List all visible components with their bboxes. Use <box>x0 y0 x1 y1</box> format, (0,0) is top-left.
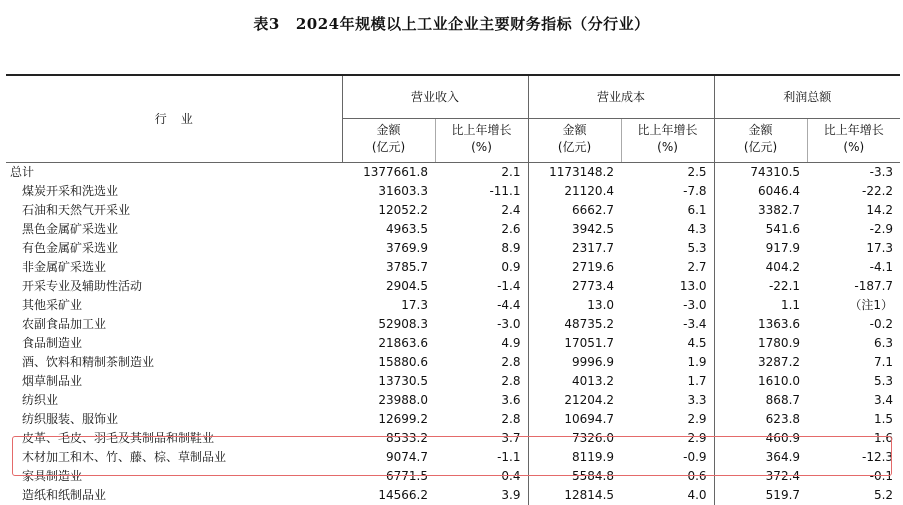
profit-growth-cell: 1.5 <box>807 410 900 429</box>
profit-amount-header: 金额 (亿元) <box>714 119 807 163</box>
profit-cell: 3382.7 <box>714 201 807 220</box>
revenue-growth-cell: 0.4 <box>435 467 528 486</box>
industry-cell: 总计 <box>6 163 342 183</box>
profit-cell: 372.4 <box>714 467 807 486</box>
cost-cell: 7326.0 <box>528 429 621 448</box>
cost-growth-cell: -0.9 <box>621 448 714 467</box>
profit-cell: 623.8 <box>714 410 807 429</box>
revenue-cell: 9074.7 <box>342 448 435 467</box>
revenue-cell: 8533.2 <box>342 429 435 448</box>
revenue-cell: 52908.3 <box>342 315 435 334</box>
revenue-growth-cell: 2.6 <box>435 220 528 239</box>
profit-growth-cell: -187.7 <box>807 277 900 296</box>
table-row <box>6 467 900 486</box>
revenue-cell: 1377661.8 <box>342 163 435 183</box>
cost-growth-cell: 4.5 <box>621 334 714 353</box>
revenue-cell: 12699.2 <box>342 410 435 429</box>
table-row <box>6 277 900 296</box>
cost-amount-header: 金额 (亿元) <box>528 119 621 163</box>
table-row <box>6 220 900 239</box>
profit-growth-cell: 3.4 <box>807 391 900 410</box>
industry-cell: 木材加工和木、竹、藤、棕、草制品业 <box>6 448 342 467</box>
revenue-cell: 6771.5 <box>342 467 435 486</box>
cost-growth-cell: 6.1 <box>621 201 714 220</box>
table-row <box>6 410 900 429</box>
revenue-growth-cell: 2.4 <box>435 201 528 220</box>
cost-cell: 12814.5 <box>528 486 621 505</box>
revenue-growth-cell: -1.4 <box>435 277 528 296</box>
industry-cell: 纺织业 <box>6 391 342 410</box>
cost-cell: 2719.6 <box>528 258 621 277</box>
profit-cell: 3287.2 <box>714 353 807 372</box>
table-row <box>6 334 900 353</box>
table-row <box>6 296 900 315</box>
revenue-growth-cell: 2.8 <box>435 353 528 372</box>
cost-growth-cell: 5.3 <box>621 239 714 258</box>
profit-growth-cell: -2.9 <box>807 220 900 239</box>
profit-growth-header: 比上年增长 (%) <box>807 119 900 163</box>
profit-growth-cell: 5.3 <box>807 372 900 391</box>
cost-group-header: 营业成本 <box>528 75 714 119</box>
table-row <box>6 353 900 372</box>
page-title <box>0 14 903 34</box>
revenue-cell: 17.3 <box>342 296 435 315</box>
revenue-group-header: 营业收入 <box>342 75 528 119</box>
cost-cell: 5584.8 <box>528 467 621 486</box>
profit-cell: 1610.0 <box>714 372 807 391</box>
revenue-cell: 4963.5 <box>342 220 435 239</box>
profit-cell: 364.9 <box>714 448 807 467</box>
industry-cell: 烟草制品业 <box>6 372 342 391</box>
cost-growth-cell: 3.3 <box>621 391 714 410</box>
industry-cell: 食品制造业 <box>6 334 342 353</box>
table-row <box>6 201 900 220</box>
industry-cell: 其他采矿业 <box>6 296 342 315</box>
cost-growth-cell: 2.5 <box>621 163 714 183</box>
cost-cell: 48735.2 <box>528 315 621 334</box>
profit-cell: 1780.9 <box>714 334 807 353</box>
table-row <box>6 448 900 467</box>
table-row <box>6 372 900 391</box>
industry-cell: 石油和天然气开采业 <box>6 201 342 220</box>
cost-growth-cell: 2.7 <box>621 258 714 277</box>
table-row <box>6 239 900 258</box>
cost-growth-cell: 4.0 <box>621 486 714 505</box>
industry-cell: 造纸和纸制品业 <box>6 486 342 505</box>
revenue-growth-cell: -3.0 <box>435 315 528 334</box>
industry-cell: 家具制造业 <box>6 467 342 486</box>
revenue-growth-cell: 2.8 <box>435 372 528 391</box>
revenue-amount-header: 金额 (亿元) <box>342 119 435 163</box>
industry-cell: 非金属矿采选业 <box>6 258 342 277</box>
revenue-growth-cell: 2.8 <box>435 410 528 429</box>
profit-cell: 541.6 <box>714 220 807 239</box>
industry-cell: 农副食品加工业 <box>6 315 342 334</box>
cost-growth-cell: 0.6 <box>621 467 714 486</box>
profit-cell: 868.7 <box>714 391 807 410</box>
cost-growth-cell: -7.8 <box>621 182 714 201</box>
industry-cell: 煤炭开采和洗选业 <box>6 182 342 201</box>
profit-growth-cell: -22.2 <box>807 182 900 201</box>
revenue-growth-cell: 3.9 <box>435 486 528 505</box>
industry-cell: 黑色金属矿采选业 <box>6 220 342 239</box>
cost-growth-cell: 1.7 <box>621 372 714 391</box>
cost-cell: 13.0 <box>528 296 621 315</box>
revenue-cell: 14566.2 <box>342 486 435 505</box>
industry-cell: 开采专业及辅助性活动 <box>6 277 342 296</box>
table-row <box>6 391 900 410</box>
cost-cell: 3942.5 <box>528 220 621 239</box>
revenue-cell: 12052.2 <box>342 201 435 220</box>
profit-cell: 519.7 <box>714 486 807 505</box>
revenue-growth-cell: 8.9 <box>435 239 528 258</box>
revenue-growth-cell: -4.4 <box>435 296 528 315</box>
profit-cell: 1363.6 <box>714 315 807 334</box>
profit-growth-cell: -3.3 <box>807 163 900 183</box>
cost-growth-cell: 2.9 <box>621 410 714 429</box>
industry-cell: 纺织服装、服饰业 <box>6 410 342 429</box>
cost-cell: 9996.9 <box>528 353 621 372</box>
cost-growth-cell: 1.9 <box>621 353 714 372</box>
revenue-cell: 13730.5 <box>342 372 435 391</box>
cost-cell: 8119.9 <box>528 448 621 467</box>
revenue-growth-cell: -11.1 <box>435 182 528 201</box>
cost-growth-cell: -3.0 <box>621 296 714 315</box>
profit-cell: 74310.5 <box>714 163 807 183</box>
revenue-cell: 31603.3 <box>342 182 435 201</box>
revenue-growth-cell: -1.1 <box>435 448 528 467</box>
table-row <box>6 315 900 334</box>
revenue-growth-cell: 4.9 <box>435 334 528 353</box>
profit-cell: 404.2 <box>714 258 807 277</box>
cost-cell: 21120.4 <box>528 182 621 201</box>
table-number: 表3 <box>253 15 279 33</box>
cost-cell: 10694.7 <box>528 410 621 429</box>
industry-cell: 酒、饮料和精制茶制造业 <box>6 353 342 372</box>
cost-growth-cell: 13.0 <box>621 277 714 296</box>
table-row <box>6 163 900 183</box>
revenue-cell: 3769.9 <box>342 239 435 258</box>
industry-cell: 皮革、毛皮、羽毛及其制品和制鞋业 <box>6 429 342 448</box>
table-body <box>6 163 900 505</box>
cost-cell: 2773.4 <box>528 277 621 296</box>
table-row <box>6 182 900 201</box>
table-row <box>6 429 900 448</box>
cost-cell: 1173148.2 <box>528 163 621 183</box>
profit-group-header: 利润总额 <box>714 75 900 119</box>
profit-cell: 917.9 <box>714 239 807 258</box>
cost-cell: 17051.7 <box>528 334 621 353</box>
profit-growth-cell: 7.1 <box>807 353 900 372</box>
profit-growth-cell: 6.3 <box>807 334 900 353</box>
revenue-growth-cell: 3.7 <box>435 429 528 448</box>
revenue-growth-cell: 3.6 <box>435 391 528 410</box>
cost-growth-cell: 4.3 <box>621 220 714 239</box>
profit-growth-cell: -0.2 <box>807 315 900 334</box>
cost-cell: 21204.2 <box>528 391 621 410</box>
cost-cell: 6662.7 <box>528 201 621 220</box>
revenue-cell: 23988.0 <box>342 391 435 410</box>
revenue-cell: 21863.6 <box>342 334 435 353</box>
revenue-growth-cell: 0.9 <box>435 258 528 277</box>
revenue-cell: 2904.5 <box>342 277 435 296</box>
profit-growth-cell: 1.6 <box>807 429 900 448</box>
cost-growth-cell: -3.4 <box>621 315 714 334</box>
profit-cell: 6046.4 <box>714 182 807 201</box>
profit-growth-cell: -4.1 <box>807 258 900 277</box>
table-row <box>6 258 900 277</box>
profit-growth-cell: -12.3 <box>807 448 900 467</box>
cost-growth-header: 比上年增长 (%) <box>621 119 714 163</box>
industry-column-header: 行业 <box>6 75 342 163</box>
revenue-growth-header: 比上年增长 (%) <box>435 119 528 163</box>
revenue-cell: 15880.6 <box>342 353 435 372</box>
cost-growth-cell: 2.9 <box>621 429 714 448</box>
profit-cell: 1.1 <box>714 296 807 315</box>
table-title: 2024年规模以上工业企业主要财务指标（分行业） <box>296 15 650 33</box>
profit-growth-cell: 17.3 <box>807 239 900 258</box>
profit-growth-cell: -0.1 <box>807 467 900 486</box>
profit-growth-cell: 5.2 <box>807 486 900 505</box>
profit-growth-cell: 14.2 <box>807 201 900 220</box>
profit-growth-cell: （注1） <box>807 296 900 315</box>
financial-indicators-table <box>6 74 900 505</box>
revenue-growth-cell: 2.1 <box>435 163 528 183</box>
profit-cell: -22.1 <box>714 277 807 296</box>
cost-cell: 2317.7 <box>528 239 621 258</box>
industry-cell: 有色金属矿采选业 <box>6 239 342 258</box>
profit-cell: 460.9 <box>714 429 807 448</box>
revenue-cell: 3785.7 <box>342 258 435 277</box>
cost-cell: 4013.2 <box>528 372 621 391</box>
